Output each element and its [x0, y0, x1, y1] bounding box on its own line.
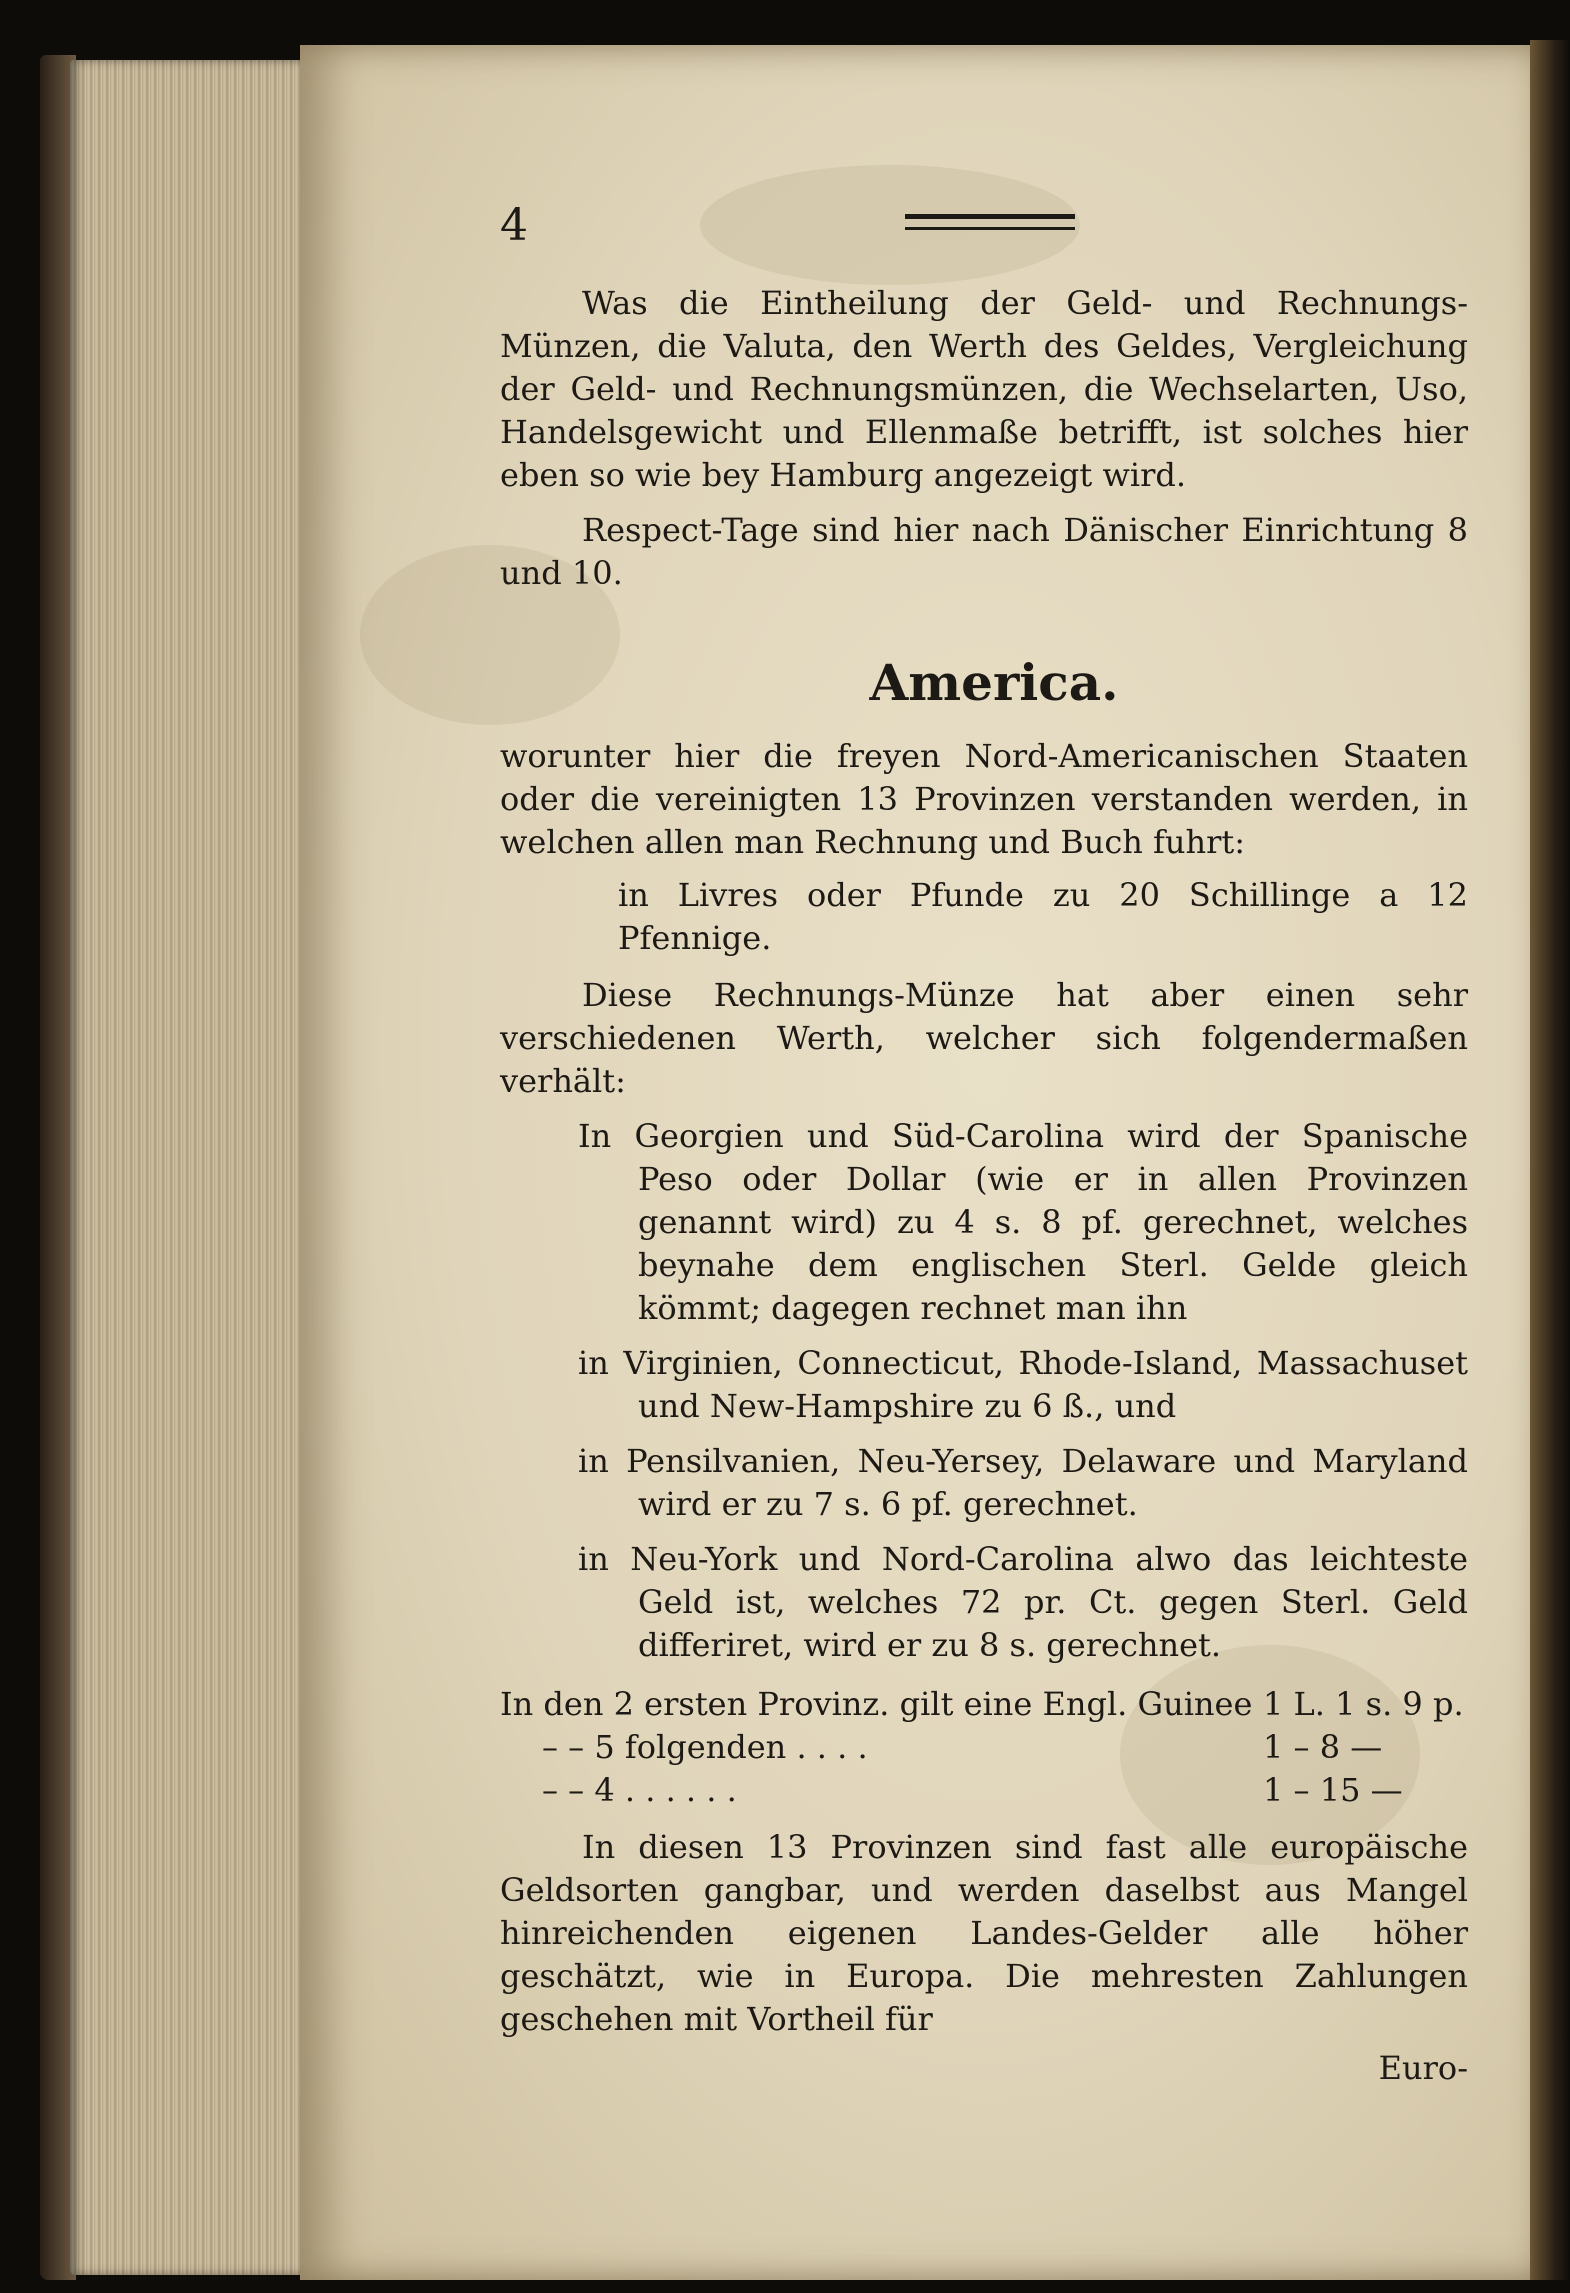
guinea-value-table: [500, 1683, 1468, 1812]
page-block-edges: [70, 60, 320, 2275]
catchword: Euro-: [1378, 2049, 1468, 2087]
table-row-value: 1 – 8 —: [1263, 1728, 1383, 1766]
province-entry: in Pensilvanien, Neu-Yersey, Delaware und Maryland wird er zu 7 s. 6 pf. gerechnet.: [578, 1442, 1468, 1523]
currency-definition: in Livres oder Pfunde zu 20 Schillinge a 12 Pfennige.: [618, 876, 1468, 957]
table-row: [500, 1683, 1468, 1726]
table-row: [500, 1726, 1468, 1769]
header-rule: [905, 214, 1075, 230]
page-body: [500, 282, 1468, 2090]
table-row-label: – – 4 . . . . . .: [542, 1771, 737, 1809]
section-heading: America.: [869, 653, 1119, 712]
paragraph-america-intro: worunter hier die freyen Nord-Americanischen Staaten oder die vereinigten 13 Provinzen verstanden werden, in welchen allen man Rechnung und Buch fuhrt:: [500, 737, 1468, 861]
province-entry: in Neu-York und Nord-Carolina alwo das leichteste Geld ist, welches 72 pr. Ct. gegen Sterl. Geld differiret, wird er zu 8 s. gerechnet.: [578, 1540, 1468, 1664]
table-row-label: – – 5 folgenden . . . .: [542, 1728, 868, 1766]
table-row-value: 1 – 15 —: [1263, 1771, 1403, 1809]
paragraph-value-varies: Diese Rechnungs-Münze hat aber einen sehr verschiedenen Werth, welcher sich folgendermaßen verhält:: [500, 976, 1468, 1100]
table-row-value: 1 L. 1 s. 9 p.: [1263, 1685, 1464, 1723]
page-number: 4: [500, 200, 528, 251]
paragraph-currency-division: Was die Eintheilung der Geld- und Rechnungs-Münzen, die Valuta, den Werth des Geldes, Vergleichung der Geld- und Rechnungsmünzen, die Wechselarten, Uso, Handelsgewicht und Ellenmaße betrifft, ist solches hier eben so wie bey Hamburg angezeigt wird.: [500, 284, 1468, 494]
paragraph-closing: In diesen 13 Provinzen sind fast alle europäische Geldsorten gangbar, und werden daselbst aus Mangel hinreichenden eigenen Landes-Gelder alle höher geschätzt, wie in Europa. Die mehresten Zahlungen geschehen mit Vortheil für: [500, 1828, 1468, 2038]
page-right-edge: [1530, 40, 1570, 2280]
table-row-label: In den 2 ersten Provinz. gilt eine Engl. Guinee: [500, 1685, 1253, 1723]
table-row: [500, 1769, 1468, 1812]
province-entry: In Georgien und Süd-Carolina wird der Spanische Peso oder Dollar (wie er in allen Provinzen genannt wird) zu 4 s. 8 pf. gerechnet, welches beynahe dem englischen Sterl. Gelde gleich kömmt; dagegen rechnet man ihn: [578, 1117, 1468, 1327]
province-entry: in Virginien, Connecticut, Rhode-Island, Massachuset und New-Hampshire zu 6 ß., und: [578, 1344, 1468, 1425]
paragraph-respect-days: Respect-Tage sind hier nach Dänischer Einrichtung 8 und 10.: [500, 511, 1468, 592]
